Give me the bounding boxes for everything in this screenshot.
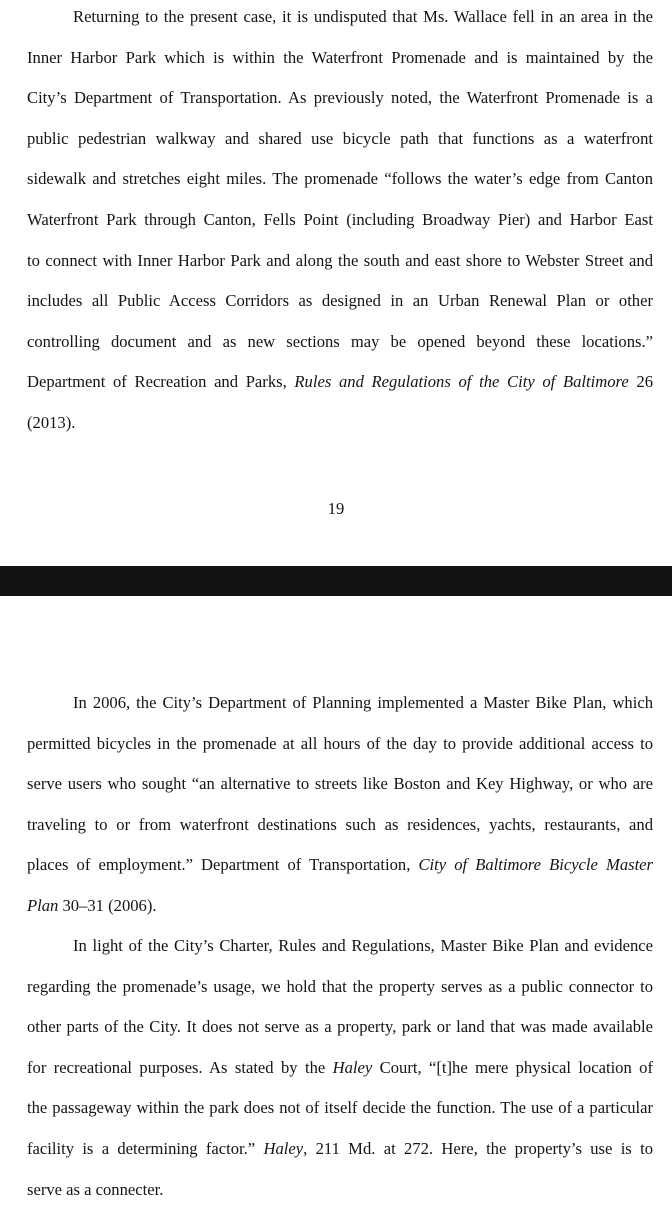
citation-title: City of Baltimore Bicycle Master xyxy=(418,855,654,875)
text-line: permitted bicycles in the promenade at all hours of the day to provide additional access to xyxy=(27,733,653,753)
text-line: (2013). xyxy=(27,412,76,432)
text-line: to connect with Inner Harbor Park and along the south and east shore to Webster Street and xyxy=(27,250,653,270)
citation-title: Plan xyxy=(27,895,59,915)
text-line xyxy=(27,1057,653,1098)
text-line: Returning to the present case, it is undisputed that Ms. Wallace fell in an area in the xyxy=(73,7,653,26)
text-line xyxy=(27,895,653,936)
text-line: other parts of the City. It does not serve as a property, park or land that was made available xyxy=(27,1017,653,1037)
text-segment: , 211 Md. at 272. Here, the property’s use is to xyxy=(303,1138,653,1158)
case-name: Haley xyxy=(263,1138,304,1158)
citation-title: Rules and Regulations of the City of Baltimore xyxy=(294,372,629,392)
text-line: the passageway within the park does not of itself decide the function. The use of a particular xyxy=(27,1098,653,1118)
paragraph-holding xyxy=(27,935,653,1219)
text-segment: facility is a determining factor.” xyxy=(27,1138,264,1158)
text-line: City’s Department of Transportation. As previously noted, the Waterfront Promenade is a xyxy=(27,88,653,108)
text-line: traveling to or from waterfront destinations such as residences, yachts, restaurants, and xyxy=(27,814,653,834)
text-segment: for recreational purposes. As stated by the xyxy=(27,1057,333,1077)
text-line: Inner Harbor Park which is within the Waterfront Promenade and is maintained by the xyxy=(27,47,653,67)
document-page-top xyxy=(0,0,672,566)
text-line: includes all Public Access Corridors as designed in an Urban Renewal Plan or other xyxy=(27,291,653,311)
text-line: Waterfront Park through Canton, Fells Point (including Broadway Pier) and Harbor East xyxy=(27,209,653,229)
text-line: serve users who sought “an alternative to streets like Boston and Key Highway, or who are xyxy=(27,774,653,794)
text-line: sidewalk and stretches eight miles. The promenade “follows the water’s edge from Canton xyxy=(27,169,653,189)
text-line xyxy=(27,854,653,895)
document-page-bottom xyxy=(0,596,672,1200)
paragraph-present-case xyxy=(27,6,653,453)
text-line: regarding the promenade’s usage, we hold that the property serves as a public connector to xyxy=(27,976,653,996)
text-line: public pedestrian walkway and shared use bicycle path that functions as a waterfront xyxy=(27,128,653,148)
citation-text: Department of Recreation and Parks, xyxy=(27,372,295,392)
page-separator xyxy=(0,566,672,596)
citation-page: 30–31 (2006). xyxy=(58,895,157,915)
text-line xyxy=(27,1138,653,1179)
case-name: Haley xyxy=(332,1057,373,1077)
text-line xyxy=(27,371,653,412)
text-segment: Court, “[t]he mere physical location of xyxy=(372,1057,653,1077)
text-line: controlling document and as new sections may be opened beyond these locations.” xyxy=(27,331,653,351)
page-number: 19 xyxy=(327,499,345,518)
citation-text: places of employment.” Department of Transportation, xyxy=(27,855,419,875)
text-line: In light of the City’s Charter, Rules and Regulations, Master Bike Plan and evidence xyxy=(73,936,653,955)
citation-page: 26 xyxy=(628,372,653,392)
paragraph-master-bike-plan xyxy=(27,692,653,936)
text-line: serve as a connecter. xyxy=(27,1179,164,1199)
text-line: In 2006, the City’s Department of Planning implemented a Master Bike Plan, which xyxy=(73,693,653,712)
